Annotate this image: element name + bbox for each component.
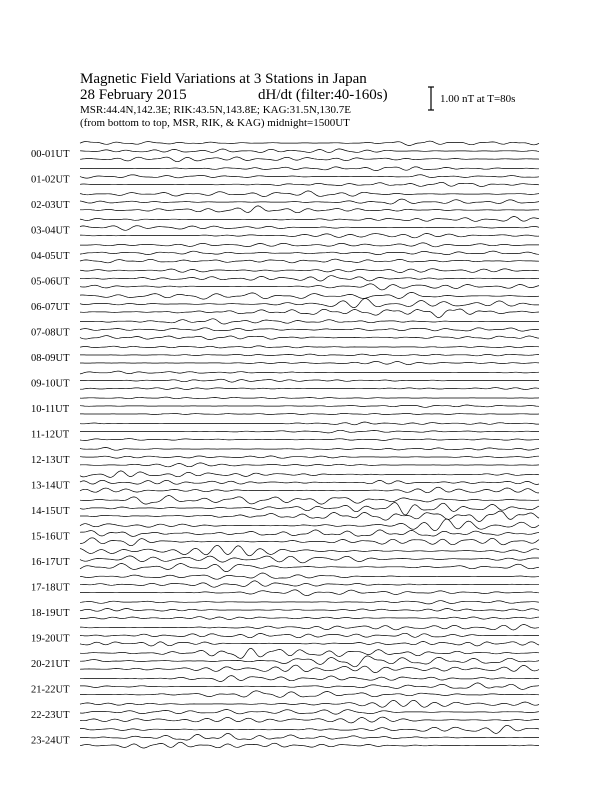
trace-msr bbox=[80, 439, 539, 441]
trace-rik bbox=[80, 556, 539, 563]
trace-kag bbox=[80, 167, 539, 171]
trace-rik bbox=[80, 609, 539, 612]
trace-rik bbox=[80, 149, 539, 153]
trace-kag bbox=[80, 292, 539, 299]
hour-label: 03-04UT bbox=[31, 225, 70, 237]
trace-msr bbox=[80, 309, 539, 318]
hour-label: 07-08UT bbox=[31, 327, 70, 339]
hour-label: 18-19UT bbox=[31, 608, 70, 619]
trace-msr bbox=[80, 511, 539, 522]
trace-kag bbox=[80, 191, 539, 197]
trace-msr bbox=[80, 487, 539, 493]
trace-msr bbox=[80, 234, 539, 238]
trace-kag bbox=[80, 319, 539, 324]
trace-kag bbox=[80, 448, 539, 451]
station-order-note: (from bottom to top, MSR, RIK, & KAG) midnight=1500UT bbox=[80, 117, 350, 129]
trace-rik bbox=[80, 480, 539, 484]
trace-msr bbox=[80, 206, 539, 213]
trace-kag bbox=[80, 471, 539, 478]
trace-msr bbox=[80, 564, 539, 572]
chart-title: Magnetic Field Variations at 3 Stations in Japan bbox=[80, 71, 367, 87]
trace-kag bbox=[80, 725, 539, 733]
trace-rik bbox=[80, 710, 539, 715]
hour-label: 12-13UT bbox=[31, 455, 70, 466]
trace-msr bbox=[80, 336, 539, 340]
trace-rik bbox=[80, 226, 539, 231]
hour-label: 08-09UT bbox=[31, 353, 70, 364]
trace-kag bbox=[80, 625, 539, 631]
hour-label: 13-14UT bbox=[31, 480, 70, 492]
trace-kag bbox=[80, 422, 539, 425]
trace-msr bbox=[80, 538, 539, 546]
trace-kag bbox=[80, 371, 539, 374]
trace-msr bbox=[80, 665, 539, 673]
trace-kag bbox=[80, 243, 539, 247]
hour-label: 19-20UT bbox=[31, 633, 70, 645]
trace-kag bbox=[80, 217, 539, 222]
trace-rik bbox=[80, 656, 539, 667]
hour-label: 14-15UT bbox=[31, 506, 70, 517]
trace-kag bbox=[80, 676, 539, 682]
trace-msr bbox=[80, 463, 539, 467]
trace-msr bbox=[80, 590, 539, 596]
trace-kag bbox=[80, 519, 539, 531]
hour-label: 17-18UT bbox=[31, 582, 70, 594]
hour-label: 01-02UT bbox=[31, 174, 70, 186]
trace-rik bbox=[80, 581, 539, 587]
trace-kag bbox=[80, 346, 539, 348]
trace-kag bbox=[80, 573, 539, 579]
trace-rik bbox=[80, 379, 539, 382]
station-coordinates: MSR:44.4N,142.3E; RIK:43.5N,143.8E; KAG:31.5N,130.7E bbox=[80, 104, 352, 116]
trace-msr bbox=[80, 157, 539, 162]
hour-label: 09-10UT bbox=[31, 378, 70, 390]
trace-rik bbox=[80, 251, 539, 255]
hour-label: 06-07UT bbox=[31, 302, 70, 313]
trace-kag bbox=[80, 397, 539, 399]
trace-kag bbox=[80, 601, 539, 604]
trace-rik bbox=[80, 633, 539, 637]
hour-label: 10-11UT bbox=[31, 404, 70, 415]
trace-rik bbox=[80, 276, 539, 281]
hour-label: 15-16UT bbox=[31, 531, 70, 543]
trace-msr bbox=[80, 642, 539, 646]
trace-rik bbox=[80, 683, 539, 690]
trace-kag bbox=[80, 141, 539, 145]
trace-kag bbox=[80, 648, 539, 658]
hour-label: 20-21UT bbox=[31, 659, 70, 670]
hour-label: 05-06UT bbox=[31, 276, 70, 288]
hour-label: 16-17UT bbox=[31, 557, 70, 568]
trace-rik bbox=[80, 734, 539, 741]
trace-msr bbox=[80, 182, 539, 186]
trace-rik bbox=[80, 503, 539, 516]
trace-rik bbox=[80, 430, 539, 433]
trace-msr bbox=[80, 691, 539, 698]
trace-msr bbox=[80, 617, 539, 620]
trace-msr bbox=[80, 284, 539, 290]
measurement-label: dH/dt (filter:40-160s) bbox=[258, 87, 388, 103]
scale-bar bbox=[428, 87, 434, 110]
trace-rik bbox=[80, 175, 539, 178]
trace-rik bbox=[80, 199, 539, 204]
trace-msr bbox=[80, 717, 539, 723]
hour-label: 02-03UT bbox=[31, 200, 70, 211]
trace-msr bbox=[80, 413, 539, 414]
trace-rik bbox=[80, 530, 539, 537]
hour-label: 11-12UT bbox=[31, 429, 70, 441]
hour-label: 04-05UT bbox=[31, 251, 70, 262]
scale-bar-label: 1.00 nT at T=80s bbox=[440, 93, 516, 105]
trace-rik bbox=[80, 298, 539, 307]
hour-label: 22-23UT bbox=[31, 710, 70, 721]
trace-msr bbox=[80, 742, 539, 748]
trace-rik bbox=[80, 405, 539, 407]
trace-kag bbox=[80, 269, 539, 273]
trace-msr bbox=[80, 259, 539, 263]
chart-date: 28 February 2015 bbox=[80, 87, 187, 103]
trace-msr bbox=[80, 388, 539, 390]
trace-rik bbox=[80, 354, 539, 356]
trace-kag bbox=[80, 700, 539, 707]
trace-msr bbox=[80, 361, 539, 364]
trace-rik bbox=[80, 328, 539, 331]
trace-kag bbox=[80, 496, 539, 505]
hour-label: 21-22UT bbox=[31, 684, 70, 696]
trace-kag bbox=[80, 546, 539, 556]
hour-label: 00-01UT bbox=[31, 149, 70, 160]
trace-rik bbox=[80, 456, 539, 458]
hour-label: 23-24UT bbox=[31, 735, 70, 747]
